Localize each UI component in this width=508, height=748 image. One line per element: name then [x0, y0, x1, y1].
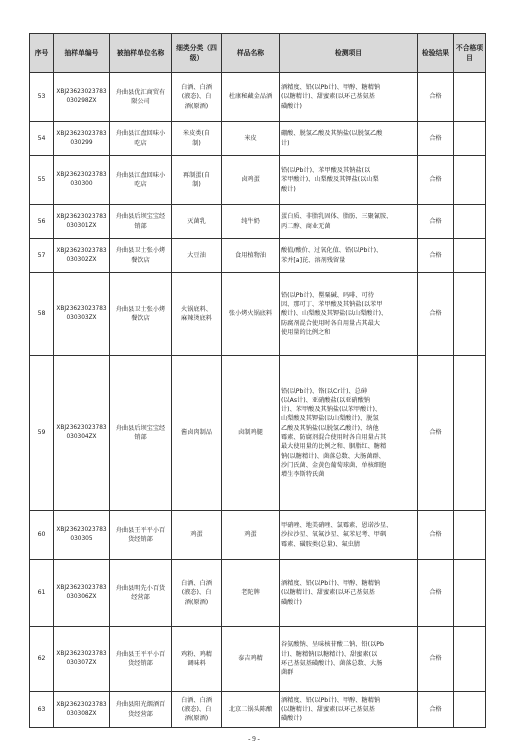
table-row: [30, 560, 486, 627]
cell-sample-code: [54, 156, 110, 205]
cell-category-line: 白酒、白酒: [181, 84, 212, 92]
header-cell: 检验结果: [418, 34, 454, 73]
cell-test-items-line: 硼酸、脱氢乙酸及其钠盐(以脱氢乙酸: [281, 130, 383, 138]
cell-sample-code-line: XBJ23623023783: [56, 213, 107, 220]
cell-sample-code: [54, 239, 110, 273]
table-body: [30, 73, 486, 728]
cell-test-items-line: 苯甲酸计)、山梨酸及其钾盐(以山梨: [281, 176, 379, 184]
cell-category-line: 制): [192, 139, 201, 147]
cell-sampled-unit-line: 货经营部: [128, 710, 153, 718]
cell-sample-name-line: 鸡蛋: [244, 531, 257, 539]
cell-sampled-unit-line: 舟曲县优汇商贸有: [115, 88, 166, 96]
cell-sample-name: [222, 73, 280, 122]
cell-category-line: 酒(原酒): [184, 102, 209, 110]
cell-test-items: [280, 560, 418, 627]
cell-category-line: (液态)、白: [181, 705, 212, 713]
cell-sampled-unit-line: 舟曲县后坝宝宝经: [115, 213, 166, 221]
cell-category: [172, 73, 222, 122]
cell-sample-name: [222, 273, 280, 356]
header-cell: 不合格项目: [454, 34, 486, 73]
cell-failed-items: [454, 156, 486, 205]
cell-test-items-line: 蛋白质、非脂乳固体、脂肪、三聚氰胺、: [281, 213, 393, 221]
cell-category-line: 酱卤肉制品: [181, 429, 212, 437]
cell-sampled-unit: [110, 122, 172, 156]
cell-category: [172, 273, 222, 356]
cell-sample-name: [222, 239, 280, 273]
cell-serial: 63: [30, 692, 54, 728]
cell-sampled-unit-line: 舟曲县卫士张小烤: [115, 305, 166, 313]
cell-sample-name: [222, 511, 280, 560]
cell-sample-code-line: XBJ23623023783: [56, 130, 107, 137]
cell-category: [172, 156, 222, 205]
cell-sample-name: [222, 627, 280, 692]
cell-category-line: 再制蛋(自: [182, 171, 211, 179]
cell-test-items-line: 苯并[a]芘、溶剂残留量: [281, 256, 346, 264]
cell-test-items-line: 计): [281, 139, 290, 147]
cell-sample-name: [222, 156, 280, 205]
cell-serial: 53: [30, 73, 54, 122]
cell-test-items: [280, 205, 418, 239]
cell-test-items-line: 酒精度、铅(以Pb计)、甲醇、糖精钠: [281, 580, 381, 588]
cell-sampled-unit-line: 吃店: [134, 139, 147, 147]
cell-category: [172, 511, 222, 560]
header-cell: 被抽样单位名称: [110, 34, 172, 73]
cell-sampled-unit: [110, 239, 172, 273]
header-cell: 细类分类（四级）: [172, 34, 222, 73]
cell-test-items-line: 酸值/酸价、过氧化值、铅(以Pb计)、: [281, 247, 383, 255]
cell-test-items-line: 因、那可丁、苯甲酸及其钠盐(以苯甲: [281, 301, 383, 309]
cell-category: [172, 356, 222, 511]
cell-test-items-line: 山梨酸及其钾盐(以山梨酸计)、脱氢: [281, 415, 379, 423]
cell-sampled-unit-line: 舟曲县阳光烟酒百: [115, 701, 166, 709]
cell-category-line: 火锅底料、: [181, 305, 212, 313]
cell-test-items: [280, 156, 418, 205]
cell-category-line: (液态)、白: [181, 93, 212, 101]
cell-category: [172, 205, 222, 239]
cell-test-items-line: 使用量的比例之和: [281, 328, 331, 336]
cell-sample-code-line: XBJ23623023783: [56, 701, 107, 708]
cell-test-items-line: 铅(以Pb计)、铬(以Cr计)、总砷: [281, 387, 368, 395]
cell-failed-items: [454, 356, 486, 511]
cell-sample-code-line: XBJ23623023783: [56, 306, 107, 313]
cell-test-items-line: (以糖精计)、甜蜜素(以环己基氨基: [281, 705, 375, 713]
cell-sample-name-line: 张小烤火锅底料: [228, 310, 273, 318]
cell-serial: 57: [30, 239, 54, 273]
table-row: [30, 356, 486, 511]
cell-test-items-line: 酒精度、铅(以Pb计)、甲醇、糖精钠: [281, 696, 381, 704]
cell-result: 合格: [418, 239, 454, 273]
table-row: [30, 273, 486, 356]
cell-test-items-line: (以糖精计)、甜蜜素(以环己基氨基: [281, 589, 375, 597]
cell-category: [172, 560, 222, 627]
cell-result: 合格: [418, 560, 454, 627]
cell-result: 合格: [418, 692, 454, 728]
cell-sample-code: [54, 273, 110, 356]
cell-serial: 62: [30, 627, 54, 692]
cell-sampled-unit-line: 舟曲县王平平小百: [115, 650, 166, 658]
page-number: - 9 -: [248, 735, 260, 743]
cell-sampled-unit: [110, 511, 172, 560]
cell-sampled-unit-line: 舟曲县江盘回味小: [115, 171, 166, 179]
cell-sampled-unit: [110, 560, 172, 627]
cell-sample-code-line: XBJ23623023783: [56, 172, 107, 179]
cell-sampled-unit-line: 销部: [134, 222, 147, 230]
cell-category-line: (液态)、白: [181, 589, 212, 597]
cell-test-items-line: 甲硝唑、地美硝唑、氯霉素、恩诺沙星、: [281, 522, 393, 530]
cell-sample-code-line: XBJ23623023783: [56, 89, 107, 96]
cell-sample-code-line: 030304ZX: [66, 434, 97, 440]
cell-test-items-line: 丙二醇、商业无菌: [281, 222, 331, 230]
cell-sampled-unit: [110, 205, 172, 239]
cell-sampled-unit: [110, 356, 172, 511]
cell-test-items-line: 谷氨酸钠、呈味核苷酸二钠、铅(以Pb: [281, 641, 384, 649]
cell-test-items-line: 最大使用量的比例之和、胭脂红、糖精: [281, 443, 387, 451]
cell-sample-name-line: 米皮: [244, 134, 257, 142]
cell-failed-items: [454, 560, 486, 627]
cell-category: [172, 692, 222, 728]
cell-category-line: 酒(原酒): [184, 715, 209, 723]
cell-sample-code-line: XBJ23623023783: [56, 425, 107, 432]
cell-sample-name: [222, 692, 280, 728]
cell-result: 合格: [418, 122, 454, 156]
cell-sample-name-line: 泰吉鸡精: [238, 655, 263, 663]
cell-sampled-unit-line: 舟曲县王平平小百: [115, 526, 166, 534]
cell-category-line: 鸡蛋: [190, 531, 203, 539]
cell-test-items-line: 防腐剂混合使用时各自用量占其最大: [281, 319, 380, 327]
cell-sample-name-line: 老陀牌: [241, 589, 260, 597]
cell-test-items: [280, 239, 418, 273]
cell-test-items-line: (以糖精计)、甜蜜素(以环己基氨基: [281, 93, 375, 101]
cell-sample-code: [54, 560, 110, 627]
cell-test-items: [280, 511, 418, 560]
cell-test-items-line: 菌群: [281, 669, 294, 677]
cell-test-items-line: 铅(以Pb计)、罂粟碱、吗啡、可待: [281, 291, 374, 299]
cell-test-items-line: 计)、糖精钠(以糖精计)、甜蜜素(以: [281, 650, 378, 658]
cell-serial: 58: [30, 273, 54, 356]
cell-category-line: 鸡粉、鸡精: [181, 650, 212, 658]
cell-test-items: [280, 73, 418, 122]
cell-test-items-line: 酸计): [281, 185, 296, 193]
table-row: [30, 627, 486, 692]
cell-failed-items: [454, 273, 486, 356]
cell-sample-name: [222, 122, 280, 156]
cell-sampled-unit-line: 货经销部: [128, 536, 153, 543]
cell-sample-name-line: 食用植物油: [235, 251, 266, 259]
table-row: [30, 692, 486, 728]
cell-sampled-unit: [110, 156, 172, 205]
header-cell: 序号: [30, 34, 54, 73]
cell-sampled-unit-line: 经营部: [131, 594, 150, 601]
cell-sample-code-line: XBJ23623023783: [56, 527, 107, 534]
cell-sampled-unit: [110, 273, 172, 356]
cell-test-items-line: 计)、苯甲酸及其钠盐(以苯甲酸计)、: [281, 406, 382, 414]
cell-sample-code: [54, 356, 110, 511]
header-cell: 样品名称: [222, 34, 280, 73]
cell-test-items-line: 磺酸计): [281, 715, 302, 723]
cell-sample-code-line: 030303ZX: [66, 315, 97, 321]
cell-sample-code-line: 030300: [70, 181, 93, 187]
cell-failed-items: [454, 122, 486, 156]
cell-sample-name-line: 北京二锅头陈酿: [228, 705, 273, 713]
cell-sample-code-line: 030299: [70, 139, 93, 146]
cell-serial: 60: [30, 511, 54, 560]
cell-sampled-unit-line: 限公司: [131, 98, 150, 105]
cell-test-items-line: 钠(以糖精计)、菌落总数、大肠菌群、: [281, 452, 385, 460]
cell-category: [172, 239, 222, 273]
cell-serial: 59: [30, 356, 54, 511]
cell-sample-name: [222, 356, 280, 511]
cell-sampled-unit-line: 吃店: [134, 181, 147, 188]
header-cell: 抽样单编号: [54, 34, 110, 73]
cell-serial: 56: [30, 205, 54, 239]
header-cell: 检测项目: [280, 34, 418, 73]
cell-sampled-unit-line: 舟曲县江盘回味小: [115, 130, 166, 138]
cell-sample-name: [222, 560, 280, 627]
cell-test-items: [280, 273, 418, 356]
cell-sampled-unit-line: 舟曲县后坝宝宝经: [115, 424, 166, 432]
cell-serial: 54: [30, 122, 54, 156]
cell-failed-items: [454, 511, 486, 560]
cell-result: 合格: [418, 73, 454, 122]
cell-sampled-unit-line: 舟曲县明先小百货: [115, 584, 166, 592]
cell-category: [172, 122, 222, 156]
cell-sample-code: [54, 692, 110, 728]
cell-category-line: 麻辣烫底料: [181, 315, 212, 322]
cell-test-items-line: 乙酸及其钠盐(以脱氢乙酸计)、纳他: [281, 424, 379, 432]
cell-category-line: 白酒、白酒: [181, 696, 212, 704]
inspection-results-table: [29, 33, 486, 728]
cell-result: 合格: [418, 627, 454, 692]
cell-sample-code-line: 030298ZX: [66, 98, 97, 104]
cell-category-line: 米皮类(自: [182, 130, 211, 138]
cell-failed-items: [454, 205, 486, 239]
table-row: [30, 205, 486, 239]
cell-failed-items: [454, 692, 486, 728]
cell-sampled-unit-line: 餐饮店: [131, 256, 150, 264]
cell-sample-name: [222, 205, 280, 239]
cell-sample-code-line: XBJ23623023783: [56, 651, 107, 658]
cell-test-items: [280, 356, 418, 511]
cell-test-items-line: 磺酸计): [281, 102, 302, 110]
cell-sample-code-line: XBJ23623023783: [56, 585, 107, 592]
cell-category-line: 酒(原酒): [184, 598, 209, 606]
table-row: [30, 73, 486, 122]
cell-test-items-line: 酸计)、山梨酸及其钾盐(以山梨酸计)、: [281, 310, 388, 318]
cell-failed-items: [454, 73, 486, 122]
cell-test-items-line: 环己基氨基磺酸计)、菌落总数、大肠: [281, 660, 383, 667]
cell-sample-code-line: 030302ZX: [66, 256, 97, 263]
cell-category-line: 灭菌乳: [187, 217, 206, 225]
cell-result: 合格: [418, 156, 454, 205]
cell-category: [172, 627, 222, 692]
cell-sample-code-line: 030308ZX: [66, 710, 97, 717]
cell-sample-code: [54, 205, 110, 239]
cell-sample-name-line: 杜康秘藏金品酒: [228, 93, 273, 101]
cell-sampled-unit: [110, 627, 172, 692]
cell-sampled-unit-line: 货经销部: [128, 660, 153, 667]
cell-sample-code-line: XBJ23623023783: [56, 247, 107, 254]
cell-sample-code-line: 030301ZX: [66, 222, 97, 229]
cell-test-items-line: 霉素、防腐剂混合使用时各自用量占其: [281, 434, 387, 441]
cell-sample-code-line: 030305: [70, 536, 93, 542]
table-row: [30, 156, 486, 205]
cell-sample-code: [54, 122, 110, 156]
cell-result: 合格: [418, 205, 454, 239]
cell-sample-code-line: 030306ZX: [66, 594, 97, 600]
cell-result: 合格: [418, 511, 454, 560]
cell-sample-name-line: 纯牛奶: [241, 217, 260, 225]
cell-category-line: 白酒、白酒: [181, 580, 212, 588]
cell-test-items-line: 增生李斯特氏菌: [281, 471, 325, 479]
cell-category-line: 大豆油: [187, 251, 206, 259]
cell-sample-name-line: 卤制鸡腿: [238, 429, 263, 437]
cell-test-items: [280, 627, 418, 692]
cell-sample-code: [54, 73, 110, 122]
table-row: [30, 239, 486, 273]
table-header-row: [30, 34, 486, 73]
cell-test-items-line: 沙门氏菌、金黄色葡萄球菌、单核细胞: [281, 461, 387, 469]
cell-sampled-unit: [110, 692, 172, 728]
cell-sampled-unit-line: 销部: [134, 434, 147, 441]
cell-failed-items: [454, 627, 486, 692]
cell-sample-name-line: 卤鸡蛋: [241, 176, 260, 184]
cell-result: 合格: [418, 356, 454, 511]
cell-sample-code: [54, 511, 110, 560]
cell-test-items: [280, 692, 418, 728]
cell-serial: 55: [30, 156, 54, 205]
table-row: [30, 511, 486, 560]
cell-failed-items: [454, 239, 486, 273]
table-row: [30, 122, 486, 156]
cell-test-items-line: 霉素、磺胺类(总量)、氟虫腈: [281, 540, 361, 548]
cell-test-items-line: 磺酸计): [281, 598, 302, 606]
cell-test-items-line: 酒精度、铅(以Pb计)、甲醇、糖精钠: [281, 84, 381, 92]
cell-sample-code: [54, 627, 110, 692]
cell-test-items-line: (以As计)、亚硝酸盐(以亚硝酸钠: [281, 396, 370, 404]
cell-test-items-line: 铅(以Pb计)、苯甲酸及其钠盐(以: [281, 167, 371, 175]
cell-serial: 61: [30, 560, 54, 627]
cell-sampled-unit-line: 舟曲县卫士张小烤: [115, 247, 166, 255]
cell-category-line: 调味料: [187, 660, 206, 667]
cell-result: 合格: [418, 273, 454, 356]
cell-sampled-unit-line: 餐饮店: [131, 315, 150, 322]
cell-test-items-line: 沙拉沙星、氧氟沙星、氟苯尼考、甲砜: [281, 531, 387, 539]
cell-category-line: 制): [192, 181, 201, 188]
cell-sampled-unit: [110, 73, 172, 122]
cell-test-items: [280, 122, 418, 156]
cell-sample-code-line: 030307ZX: [66, 660, 97, 666]
